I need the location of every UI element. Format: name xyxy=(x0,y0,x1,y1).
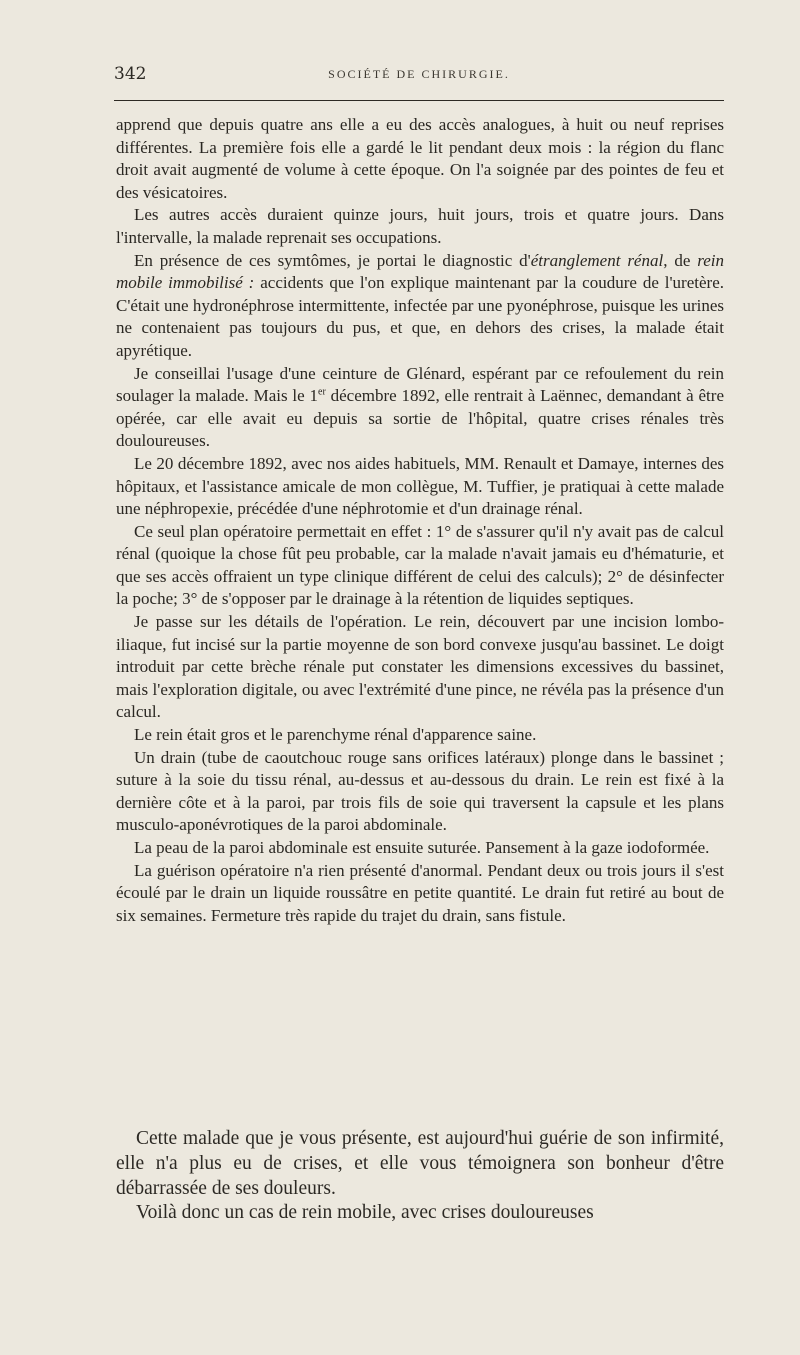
paragraph: apprend que depuis quatre ans elle a eu des accès analogues, à huit ou neuf reprises différentes. La première fois elle a gardé le lit pendant deux mois : la région du flanc droit avait augmenté de volume à cette époque. On l'a soignée par des pointes de feu et des vésicatoires. xyxy=(116,115,724,202)
page-number: 342 xyxy=(114,64,147,84)
paragraph: En présence de ces symtômes, je portai le diagnostic d'étranglement rénal, de rein mobile immobilisé : accidents que l'on explique maintenant par la coudure de l'uretère. C'était une hydronéphrose intermittente, infectée par une pyonéphrose, puisque les urines ne contenaient pas toujours du pus, et que, en dehors des crises, la malade était apyrétique. xyxy=(116,250,725,360)
paragraph: Cette malade que je vous présente, est aujourd'hui guérie de son infirmité, elle n'a plus eu de crises, et elle vous témoignera son bonheur d'être débarrassée de ses douleurs. xyxy=(116,1128,724,1199)
paragraph: Les autres accès duraient quinze jours, huit jours, trois et quatre jours. Dans l'intervalle, la malade reprenait ses occupations. xyxy=(116,205,724,247)
paragraph: Je conseillai l'usage d'une ceinture de Glénard, espérant par ce refoulement du rein soulager la malade. Mais le 1er décembre 1892, elle rentrait à Laënnec, demandant à être opérée, car elle avait eu depuis sa sortie de l'hôpital, quatre crises rénales très douloureuses. xyxy=(116,363,724,451)
closing-remarks xyxy=(116,1127,724,1226)
paragraph: La peau de la paroi abdominale est ensuite suturée. Pansement à la gaze iodoformée. xyxy=(134,838,710,857)
header-rule xyxy=(114,100,724,101)
running-title: SOCIÉTÉ DE CHIRURGIE. xyxy=(328,67,510,81)
italic-term: étranglement rénal xyxy=(530,250,664,270)
paragraph: Le rein était gros et le parenchyme rénal d'apparence saine. xyxy=(134,725,537,745)
paragraph: La guérison opératoire n'a rien présenté d'anormal. Pendant deux ou trois jours il s'est écoulé par le drain un liquide roussâtre en petite quantité. Le drain fut retiré au bout de six semaines. Fermeture très rapide du trajet du drain, sans fistule. xyxy=(116,860,724,925)
paragraph: Un drain (tube de caoutchouc rouge sans orifices latéraux) plonge dans le bassinet ; suture à la soie du tissu rénal, au-dessus et au-dessous du drain. Le rein est fixé à la dernière côte et à la paroi, par trois fils de soie qui traversent la capsule et les plans musculo-aponévrotiques de la paroi abdominale. xyxy=(116,747,724,835)
italic-term: rein mobile immobilisé : xyxy=(116,250,725,293)
body-text xyxy=(116,114,724,927)
paragraph: Le 20 décembre 1892, avec nos aides habituels, MM. Renault et Damaye, internes des hôpitaux, et l'assistance amicale de mon collègue, M. Tuffier, je pratiquai à cette malade une néphropexie, précédée d'une néphrotomie et d'un drainage rénal. xyxy=(116,453,724,519)
paragraph: Ce seul plan opératoire permettait en effet : 1° de s'assurer qu'il n'y avait pas de calcul rénal (quoique la chose fût peu probable, car la malade n'avait jamais eu d'hématurie, et que ses accès offraient un type clinique différent de celui des calculs); 2° de désinfecter la poche; 3° de s'opposer par le drainage à la rétention de liquides septiques. xyxy=(116,521,724,609)
paragraph: Voilà donc un cas de rein mobile, avec crises douloureuses xyxy=(136,1202,594,1224)
page-header xyxy=(114,64,724,88)
paragraph: Je passe sur les détails de l'opération. Le rein, découvert par une incision lombo-iliaque, fut incisé sur la partie moyenne de son bord convexe jusqu'au bassinet. Le doigt introduit par cette brèche rénale put constater les dimensions excessives du bassinet, mais l'exploration digitale, ou avec l'extrémité d'une pince, ne révéla pas la présence d'un calcul. xyxy=(116,612,724,722)
